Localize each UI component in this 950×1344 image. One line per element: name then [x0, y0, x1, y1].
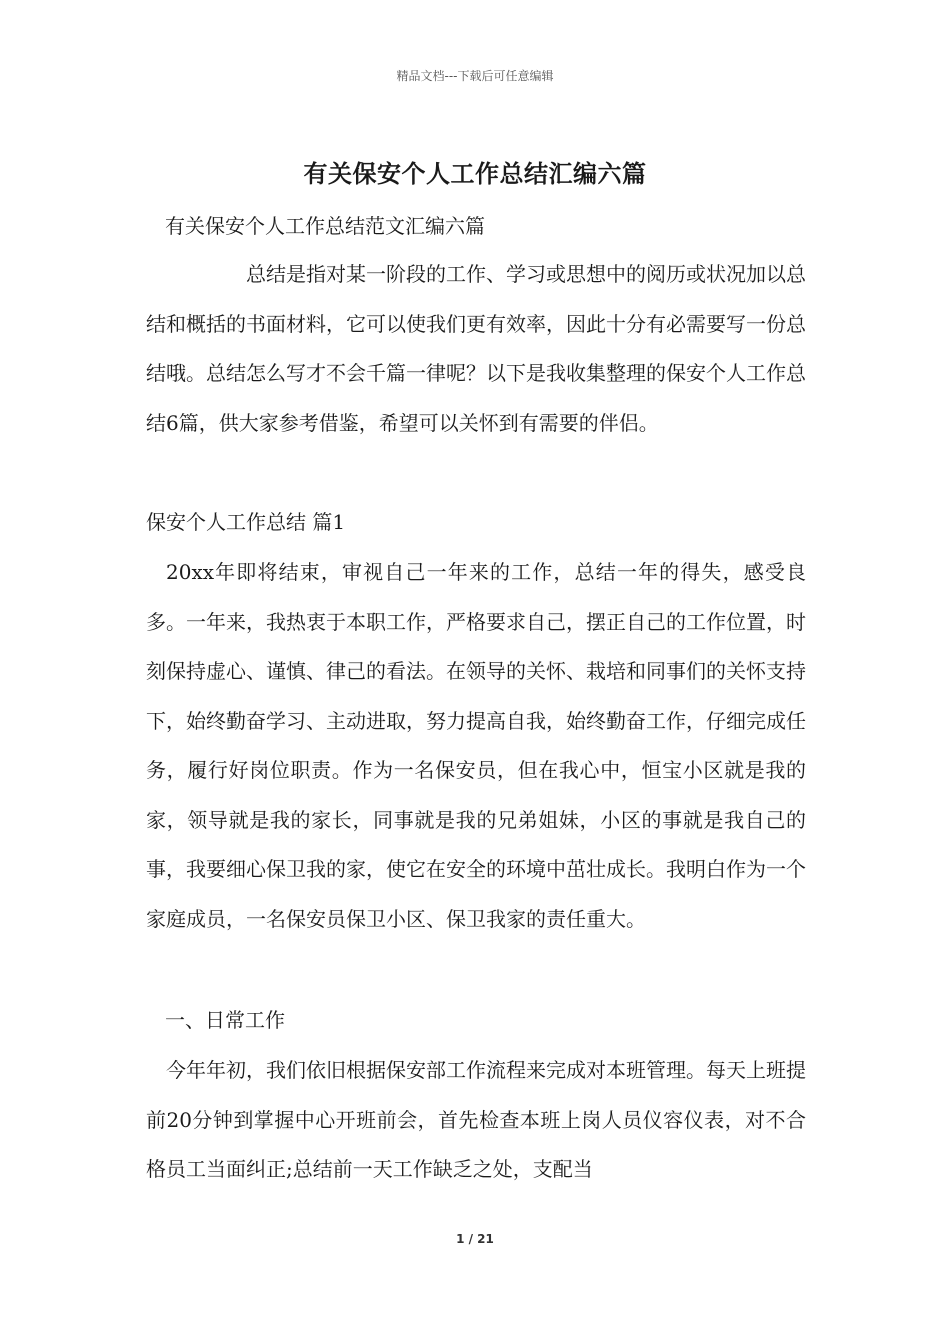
intro-paragraph	[146, 250, 806, 448]
page-number: 1 / 21	[456, 1232, 494, 1246]
body-paragraph-1	[146, 548, 806, 944]
paragraph-2-text: 今年年初，我们依旧根据保安部工作流程来完成对本班管理。每天上班提前20分钟到掌握中心开班前会，首先检查本班上岗人员仪容仪表，对不合格员工当面纠正;总结前一天工作缺乏之处，支配当	[146, 1058, 806, 1181]
intro-text: 总结是指对某一阶段的工作、学习或思想中的阅历或状况加以总结和概括的书面材料，它可以使我们更有效率，因此十分有必需要写一份总结哦。总结怎么写才不会千篇一律呢？以下是我收集整理的保安个人工作总结6篇，供大家参考借鉴，希望可以关怀到有需要的伴侣。	[146, 262, 806, 435]
body-paragraph-2	[146, 1046, 806, 1195]
document-subtitle: 有关保安个人工作总结范文汇编六篇	[165, 214, 485, 238]
header-note: 精品文档---下载后可任意编辑	[396, 69, 554, 83]
subheading-daily-work: 一、日常工作	[165, 1008, 285, 1032]
paragraph-1-text: 20xx年即将结束，审视自己一年来的工作，总结一年的得失，感受良多。一年来，我热衷于本职工作，严格要求自己，摆正自己的工作位置，时刻保持虚心、谨慎、律己的看法。在领导的关怀、栽培和同事们的关怀支持下，始终勤奋学习、主动进取，努力提高自我，始终勤奋工作，仔细完成任务，履行好岗位职责。作为一名保安员，但在我心中，恒宝小区就是我的家，领导就是我的家长，同事就是我的兄弟姐妹，小区的事就是我自己的事，我要细心保卫我的家，使它在安全的环境中茁壮成长。我明白作为一个家庭成员，一名保安员保卫小区、保卫我家的责任重大。	[146, 560, 806, 931]
document-title: 有关保安个人工作总结汇编六篇	[303, 160, 647, 188]
section-heading: 保安个人工作总结 篇1	[146, 510, 346, 534]
